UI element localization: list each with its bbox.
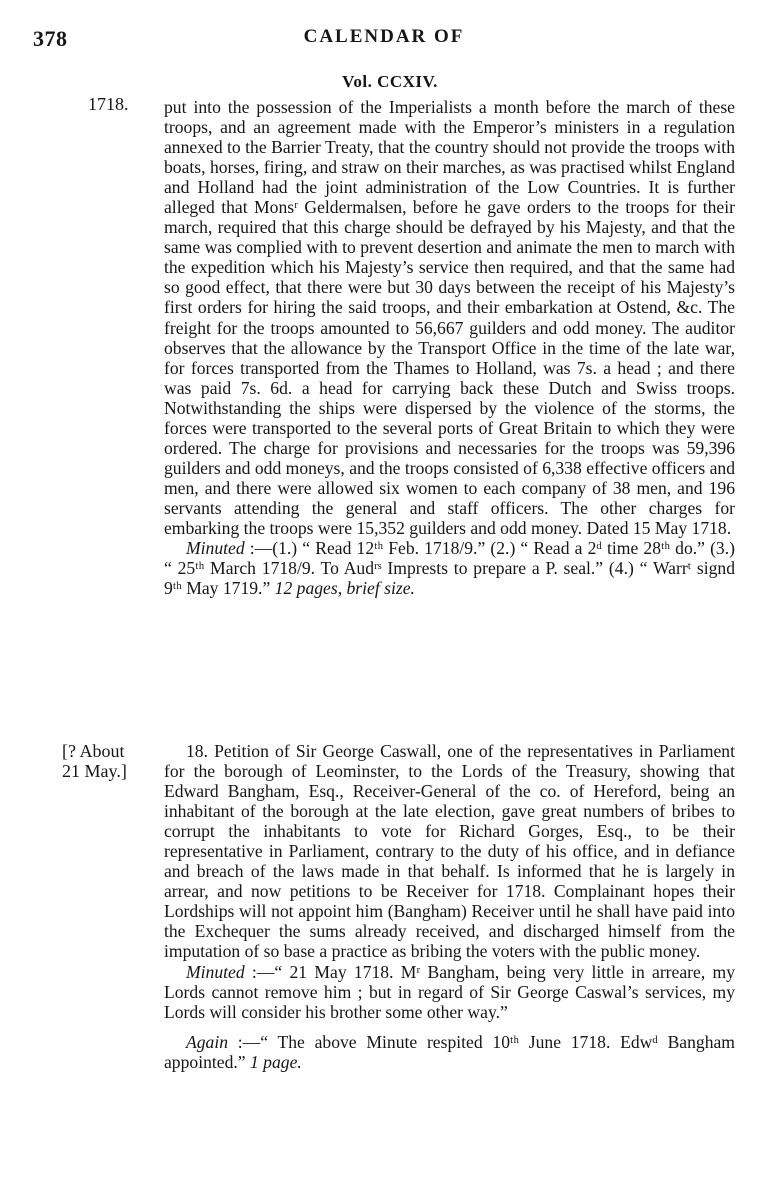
volume-heading: Vol. CCXIV.: [342, 72, 438, 91]
entry-18-again: [164, 1032, 735, 1072]
again-text: :—“ The above Minute respited 10ᵗʰ June 1718. Edwᵈ Bangham appointed.”: [164, 1031, 735, 1072]
minute-label: Minuted: [186, 961, 245, 982]
entry-17-minute: [164, 538, 735, 598]
minute-label: Minuted: [186, 538, 245, 559]
minute-text: :—“ 21 May 1718. Mʳ Bangham, being very little in arreare, my Lords cannot remove him ; but in regard of Sir George Caswal’s services, my Lords will consider his brother some other way.”: [164, 961, 735, 1022]
minute-text: :—(1.) “ Read 12ᵗʰ Feb. 1718/9.” (2.) “ Read a 2ᵈ time 28ᵗʰ do.” (3.) “ 25ᵗʰ March 1718/9. To Audʳˢ Imprests to prepare a P. seal.” (4.) “ Warrᵗ signd 9ᵗʰ May 1719.”: [164, 538, 735, 599]
entry-17-paragraph: put into the possession of the Imperialists a month before the march of these troops, and an agreement made with the Emperor’s ministers in a regulation annexed to the Barrier Treaty, that the country should not provide the troops with boats, horses, firing, and straw on their marches, as was practised whilst England and Holland had the joint administration of the Low Countries. It is further alleged that Monsʳ Geldermalsen, before he gave orders to the troops for their march, required that this charge should be defrayed by his Majesty, and that the same was complied with to prevent desertion and animate the men to march with the expedition which his Majesty’s service then required, and that the same had so good effect, that there were but 30 days between the receipt of his Majesty’s first orders for hiring the said troops, and their embarkation at Ostend, &c. The freight for the troops amounted to 56,667 guilders and odd money. The auditor observes that the allowance by the Transport Office in the time of the late war, for forces transported from the Thames to Holland, was 7s. a head ; and there was paid 7s. 6d. a head for carrying back these Dutch and Swiss troops. Notwithstanding the ships were dispersed by the violence of the storms, the forces were transported to the several ports of Great Britain to which they were ordered. The charge for provisions and necessaries for the troops was 59,396 guilders and odd moneys, and the troops consisted of 6,338 effective officers and men, and there were allowed six women to each company of 38 men, and 196 servants attending the general and staff officers. The other charges for embarking the troops were 15,352 guilders and odd money. Dated 15 May 1718.: [164, 97, 736, 538]
entry-18-minute: [164, 962, 735, 1022]
running-head: CALENDAR OF: [303, 26, 465, 47]
margin-date-line-2: 21 May.]: [62, 761, 127, 781]
extent-note: 1 page.: [249, 1051, 302, 1072]
entry-17-block: [164, 97, 735, 598]
entry-18-block: [164, 741, 735, 1072]
extent-note: 12 pages, brief size.: [274, 578, 415, 599]
margin-date-line-1: [? About: [62, 741, 125, 761]
entry-18-paragraph: 18. Petition of Sir George Caswall, one of the representatives in Parliament for the borough of Leominster, to the Lords of the Treasury, showing that Edward Bangham, Esq., Receiver-General of the co. of Hereford, being an inhabitant of the borough at the late election, gave great numbers of bribes to corrupt the inhabitants to vote for Richard Gorges, Esq., to be their representative in Parliament, contrary to the duty of his office, and in defiance and breach of the laws made in that behalf. Is informed that he is largely in arrear, and now petitions to be Receiver for 1718. Complainant hopes their Lordships will not appoint him (Bangham) Receiver until he shall have paid into the Exchequer the sums already received, and discharged himself from the imputation of so base a practice as bribing the voters with the public money.: [164, 741, 735, 962]
margin-year: 1718.: [88, 94, 129, 114]
again-label: Again: [186, 1031, 229, 1052]
page-number: 378: [33, 26, 68, 51]
margin-date: [62, 741, 162, 781]
